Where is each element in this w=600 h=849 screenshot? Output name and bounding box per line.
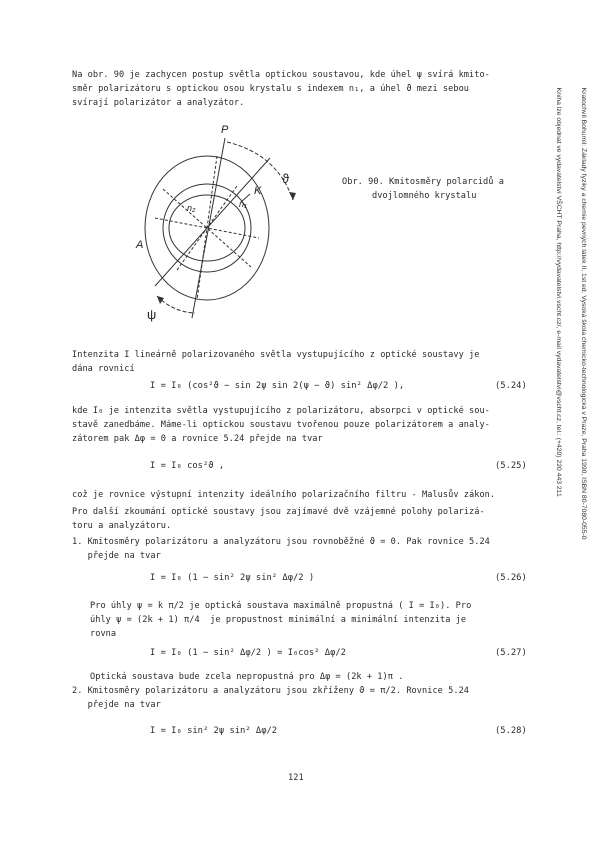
side-note-line-1: Kratochvíl Bohumil: Základy fyziky a chemie pevných látek II, 1st ed. Vysoká škola chemicko-technologická v Praze, Praha 1990, ISBN 80-7080-055-0 [580,87,588,540]
para1-line-1: Intenzita I lineárně polarizovaného světla vystupujícího z optické soustavy je [72,350,480,360]
label-n1: n₁ [239,199,247,209]
intro-line-1: Na obr. 90 je zachycen postup světla optickou soustavou, kde úhel ψ svírá kmito- [72,70,490,80]
label-psi: ψ [147,307,157,322]
page-number: 121 [288,773,304,783]
para2-line-1: kde I₀ je intenzita světla vystupujícího z polarizátoru, absorpci v optické sou- [72,406,490,416]
para2-line-2: stavě zanedbáme. Máme-li optickou soustavu tvořenou pouze polarizátorem a analy- [72,420,490,430]
item2-line-2: přejde na tvar [72,700,161,710]
para3-line-1: což je rovnice výstupní intenzity ideálního polarizačního filtru - Malusův zákon. [72,490,496,500]
label-p: P [221,124,229,136]
figure-caption-line-2: dvojlomného krystalu [372,191,477,201]
psi-arrowhead [157,296,164,304]
equation-5-27: I = I₀ (1 − sin² Δφ/2 ) = I₀cos² Δφ/2 [150,648,346,658]
analyzer-axis [155,158,270,286]
polarizer-axis [192,138,225,318]
equation-5-28-number: (5.28) [495,726,527,736]
para4-line-2: úhly ψ = (2k + 1) π/4 je propustnost minimální a minimální intenzita je [90,615,467,625]
para5-line: Optická soustava bude zcela nepropustná pro Δφ = (2k + 1)π . [90,672,404,682]
side-note-text [545,80,596,540]
item2-line-1: 2. Kmitosměry polarizátoru a analyzátoru jsou zkříženy ϑ = π/2. Rovnice 5.24 [72,686,470,696]
label-n2: n₂ [187,203,196,213]
item1-line-1: 1. Kmitosměry polarizátoru a analyzátoru jsou rovnoběžné ϑ = 0. Pak rovnice 5.24 [72,537,490,547]
para1-line-2: dána rovnicí [72,364,135,374]
para3-line-3: toru a analyzátoru. [72,521,172,531]
equation-5-25: I = I₀ cos²ϑ , [150,461,225,471]
label-a: A [136,239,144,251]
figure-caption-line-1: Obr. 90. Kmitosměry polarcidů a [342,177,504,187]
equation-5-25-number: (5.25) [495,461,527,471]
theta-arrowhead [289,192,296,200]
label-theta: ϑ [282,171,290,186]
item1-line-2: přejde na tvar [72,551,161,561]
para3-line-2: Pro další zkoumání optické soustavy jsou zajímavé dvě vzájemné polohy polarizá- [72,507,485,517]
figure-90-diagram [135,120,335,330]
para2-line-3: zátorem pak Δφ = 0 a rovnice 5.24 přejde na tvar [72,434,323,444]
equation-5-27-number: (5.27) [495,648,527,658]
equation-5-28: I = I₀ sin² 2ψ sin² Δφ/2 [150,726,278,736]
label-k: K [254,185,262,197]
para4-line-1: Pro úhly ψ = k π/2 je optická soustava maximálně propustná ( I = I₀). Pro [90,601,472,611]
equation-5-24: I = I₀ (cos²ϑ − sin 2ψ sin 2(ψ − ϑ) sin² Δφ/2 ), [150,381,405,391]
intro-line-3: svírají polarizátor a analyzátor. [72,98,245,108]
side-note [556,80,598,620]
intro-line-2: směr polarizátoru s optickou osou krystalu s indexem n₁, a úhel ϑ mezi sebou [72,84,470,94]
equation-5-24-number: (5.24) [495,381,527,391]
side-note-line-2: Kniha lze objednat ve vydavatelství VŠCHT Praha, http://vydavatelstvi.vscht.cz/, e-mail vydavatelstvi@vscht.cz, tel.: (+420) 220 443 211 [555,87,562,497]
equation-5-26: I = I₀ (1 − sin² 2ψ sin² Δφ/2 ) [150,573,315,583]
para4-line-3: rovna [90,629,117,639]
equation-5-26-number: (5.26) [495,573,527,583]
